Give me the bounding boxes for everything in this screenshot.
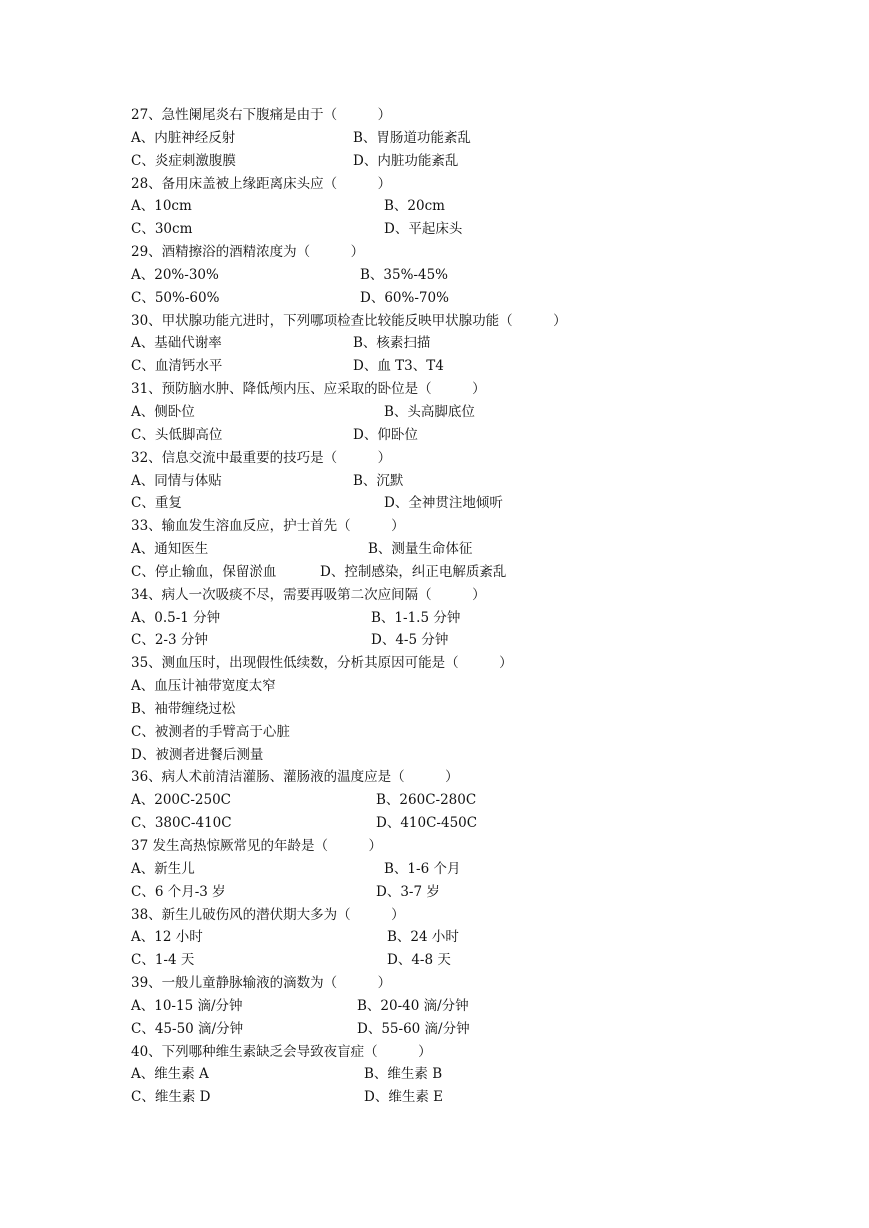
- question-stem: 40、下列哪种维生素缺乏会导致夜盲症（ ）: [131, 1043, 432, 1060]
- question-stem: 38、新生儿破伤风的潜伏期大多为（ ）: [131, 906, 405, 923]
- option-b: B、核素扫描: [353, 335, 431, 352]
- question-stem: 33、输血发生溶血反应，护士首先（ ）: [131, 518, 405, 535]
- option-a: A、20%-30%: [131, 266, 219, 283]
- options-row: [131, 926, 831, 949]
- question-stem: 31、预防脑水肿、降低颅内压、应采取的卧位是（ ）: [131, 381, 486, 398]
- options-row: [131, 1063, 831, 1086]
- option-c: C、30cm: [131, 221, 193, 238]
- document-page: [131, 104, 831, 1109]
- question-stem: 34、病人一次吸痰不尽，需要再吸第二次应间隔（ ）: [131, 586, 486, 603]
- option-b: B、20cm: [384, 198, 445, 215]
- option-c: C、血清钙水平: [131, 358, 223, 375]
- option-b: B、260C-280C: [376, 792, 477, 809]
- option-c: C、停止输血，保留淤血: [131, 563, 277, 580]
- option-b: B、头高脚底位: [384, 403, 475, 420]
- question-stem: 39、一般儿童静脉输液的滴数为（ ）: [131, 975, 392, 992]
- question-stem: 35、测血压时，出现假性低续数，分析其原因可能是（ ）: [131, 655, 513, 672]
- option-a: A、侧卧位: [131, 403, 195, 420]
- options-row: [131, 1086, 831, 1109]
- option-c: C、头低脚高位: [131, 426, 223, 443]
- option-b: B、24 小时: [387, 929, 459, 946]
- question-stem: 37 发生高热惊厥常见的年龄是（ ）: [131, 838, 382, 854]
- option-b: B、维生素 B: [364, 1066, 443, 1083]
- option-c: C、维生素 D: [131, 1089, 211, 1106]
- option-d: D、4-5 分钟: [371, 632, 449, 649]
- option-a: A、血压计袖带宽度太窄: [131, 678, 276, 695]
- option-c: C、2-3 分钟: [131, 632, 208, 649]
- options-row: [131, 424, 831, 447]
- options-row: [131, 127, 831, 150]
- options-row: [131, 949, 831, 972]
- option-b: B、1-1.5 分钟: [371, 609, 461, 626]
- option-c: C、1-4 天: [131, 952, 195, 969]
- option-c: C、被测者的手臂高于心脏: [131, 723, 290, 740]
- option-d: D、内脏功能紊乱: [353, 152, 459, 169]
- option-b: B、测量生命体征: [368, 541, 473, 558]
- options-row: [131, 150, 831, 173]
- options-row: [131, 1018, 831, 1041]
- option-d: D、维生素 E: [364, 1089, 443, 1106]
- option-a: A、通知医生: [131, 541, 209, 558]
- option-d: D、平起床头: [384, 221, 463, 238]
- options-row: [131, 287, 831, 310]
- option-a: A、0.5-1 分钟: [131, 609, 221, 626]
- option-d: D、仰卧位: [353, 426, 418, 443]
- options-row: [131, 401, 831, 424]
- option-a: A、内脏神经反射: [131, 129, 236, 146]
- options-row: [131, 195, 831, 218]
- options-row: [131, 881, 831, 904]
- options-row: [131, 858, 831, 881]
- option-d: D、3-7 岁: [376, 883, 440, 900]
- option-b: B、胃肠道功能紊乱: [353, 129, 471, 146]
- question-stem: 28、备用床盖被上缘距离床头应（ ）: [131, 175, 392, 192]
- option-b: B、20-40 滴/分钟: [357, 997, 469, 1014]
- option-a: A、10cm: [131, 198, 192, 215]
- options-row: [131, 218, 831, 241]
- option-c: C、45-50 滴/分钟: [131, 1020, 244, 1037]
- option-a: A、200C-250C: [131, 792, 232, 809]
- options-row: [131, 995, 831, 1018]
- option-c: C、炎症刺激腹膜: [131, 152, 236, 169]
- options-row: [131, 492, 831, 515]
- option-d: D、4-8 天: [387, 952, 451, 969]
- option-d: D、血 T3、T4: [353, 358, 444, 375]
- option-a: A、10-15 滴/分钟: [131, 997, 243, 1014]
- option-a: A、基础代谢率: [131, 335, 222, 352]
- options-row: [131, 629, 831, 652]
- option-d: D、被测者进餐后测量: [131, 746, 264, 763]
- options-row: [131, 607, 831, 630]
- option-a: A、维生素 A: [131, 1066, 209, 1083]
- option-d: D、全神贯注地倾听: [384, 495, 503, 512]
- option-c: C、50%-60%: [131, 289, 220, 306]
- options-row: [131, 561, 831, 584]
- question-stem: 27、急性阑尾炎右下腹痛是由于（ ）: [131, 107, 392, 123]
- option-b: B、袖带缠绕过松: [131, 700, 236, 717]
- options-row: [131, 470, 831, 493]
- question-stem: 36、病人术前清洁灌肠、灌肠液的温度应是（ ）: [131, 769, 459, 786]
- option-b: B、1-6 个月: [384, 860, 461, 877]
- option-b: B、沉默: [353, 472, 404, 489]
- options-row: [131, 264, 831, 287]
- option-c: C、380C-410C: [131, 815, 232, 832]
- options-row: [131, 789, 831, 812]
- option-c: C、重复: [131, 495, 182, 512]
- option-b: B、35%-45%: [360, 266, 448, 283]
- option-a: A、12 小时: [131, 929, 203, 946]
- option-c: C、6 个月-3 岁: [131, 883, 226, 900]
- question-stem: 29、酒精擦浴的酒精浓度为（ ）: [131, 244, 365, 261]
- question-stem: 32、信息交流中最重要的技巧是（ ）: [131, 449, 392, 466]
- options-row: [131, 538, 831, 561]
- option-d: D、55-60 滴/分钟: [357, 1020, 470, 1037]
- options-row: [131, 355, 831, 378]
- option-d: D、控制感染，纠正电解质紊乱: [320, 563, 507, 580]
- question-stem: 30、甲状腺功能亢进时，下列哪项检查比较能反映甲状腺功能（ ）: [131, 312, 567, 329]
- option-a: A、新生儿: [131, 860, 195, 877]
- option-d: D、410C-450C: [376, 815, 478, 832]
- option-a: A、同情与体贴: [131, 472, 222, 489]
- options-row: [131, 332, 831, 355]
- option-d: D、60%-70%: [360, 289, 449, 306]
- options-row: [131, 812, 831, 835]
